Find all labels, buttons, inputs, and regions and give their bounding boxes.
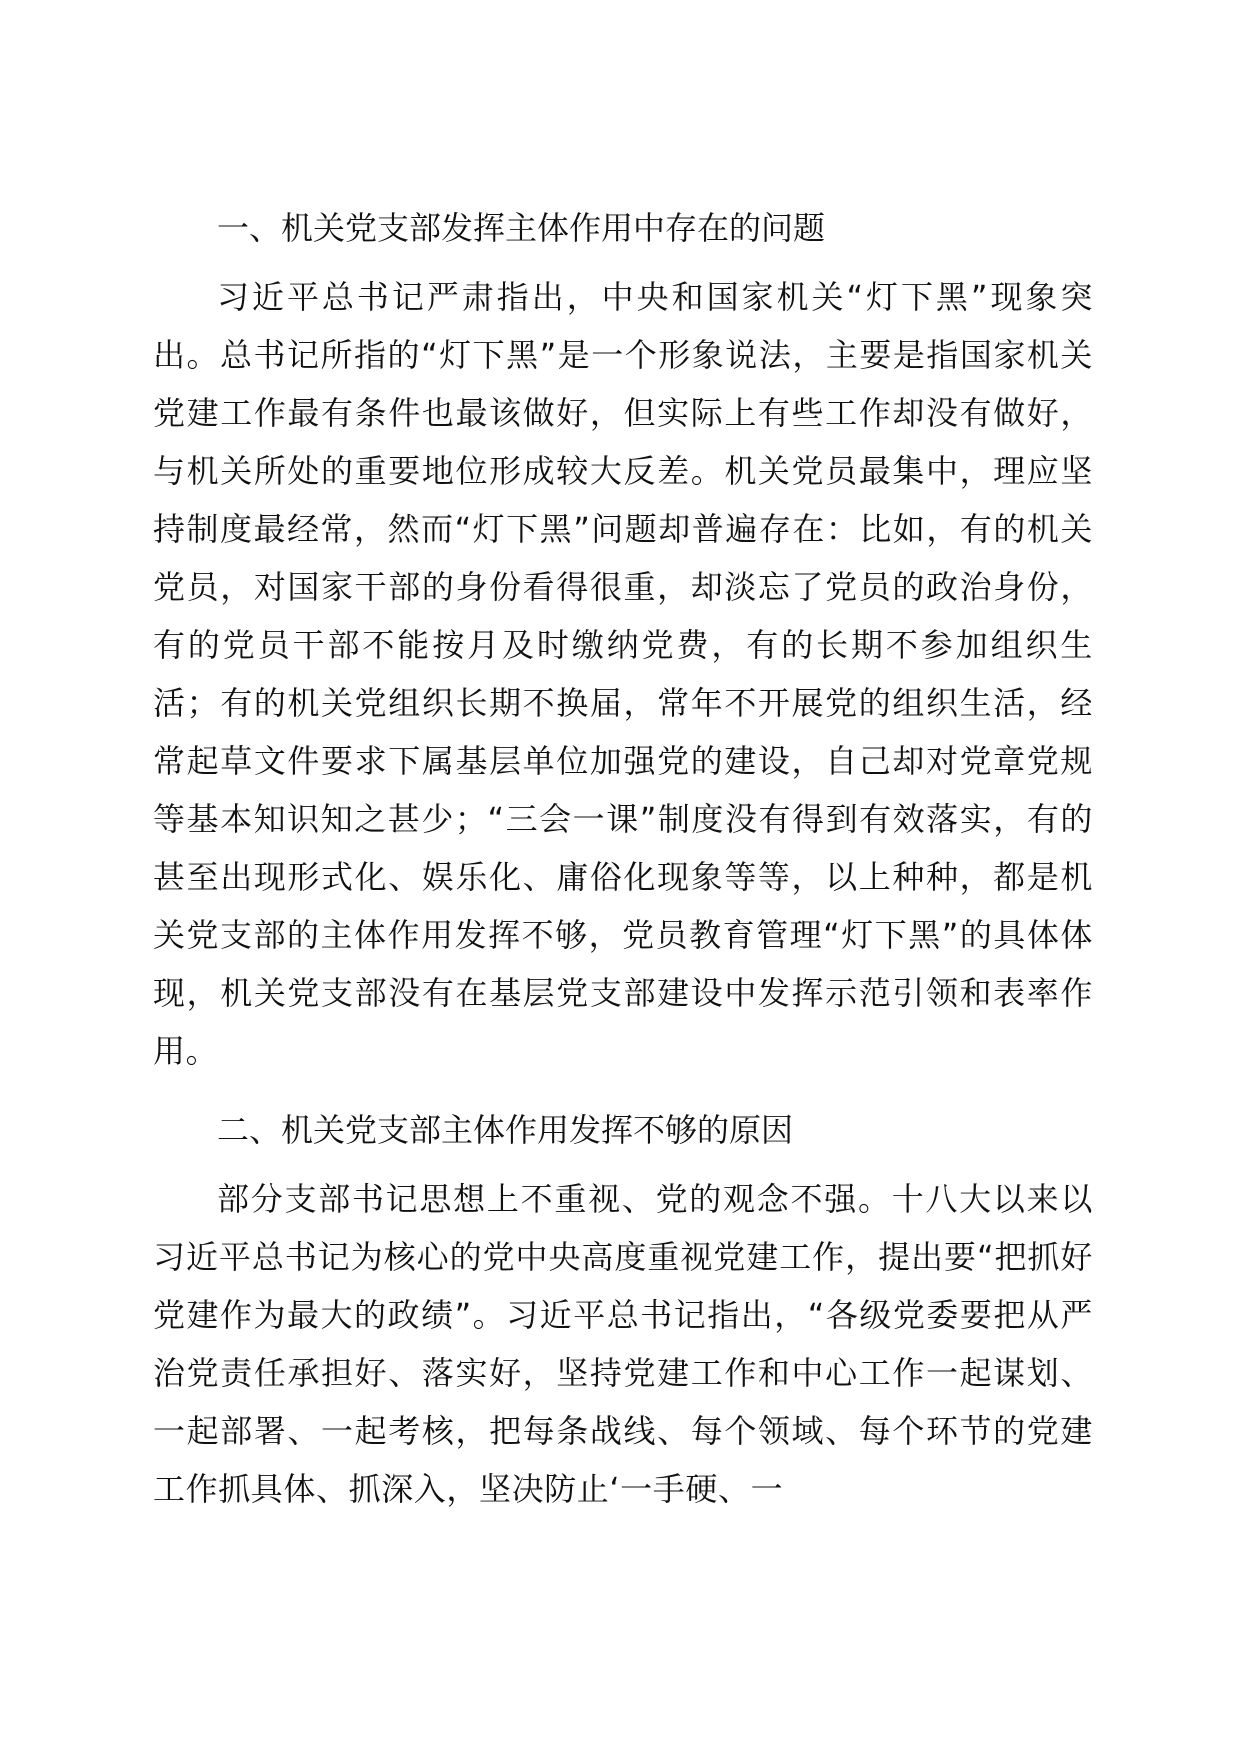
document-body xyxy=(153,198,1093,1518)
section-1-heading: 一、机关党支部发挥主体作用中存在的问题 xyxy=(217,209,826,247)
section-1-paragraph: 习近平总书记严肃指出，中央和国家机关“灯下黑”现象突出。总书记所指的“灯下黑”是一个形象说法，主要是指国家机关党建工作最有条件也最该做好，但实际上有些工作却没有做好，与机关所处的重要地位形成较大反差。机关党员最集中，理应坚持制度最经常，然而“灯下黑”问题却普遍存在：比如，有的机关党员，对国家干部的身份看得很重，却淡忘了党员的政治身份，有的党员干部不能按月及时缴纳党费，有的长期不参加组织生活；有的机关党组织长期不换届，常年不开展党的组织生活，经常起草文件要求下属基层单位加强党的建设，自己却对党章党规等基本知识知之甚少；“三会一课”制度没有得到有效落实，有的甚至出现形式化、娱乐化、庸俗化现象等等，以上种种，都是机关党支部的主体作用发挥不够，党员教育管理“灯下黑”的具体体现，机关党支部没有在基层党支部建设中发挥示范引领和表率作用。 xyxy=(153,278,1093,1070)
section-2-heading: 二、机关党支部主体作用发挥不够的原因 xyxy=(217,1111,794,1149)
section-2-paragraph: 部分支部书记思想上不重视、党的观念不强。十八大以来以习近平总书记为核心的党中央高度重视党建工作，提出要“把抓好党建作为最大的政绩”。习近平总书记指出，“各级党委要把从严治党责任承担好、落实好，坚持党建工作和中心工作一起谋划、一起部署、一起考核，把每条战线、每个领域、每个环节的党建工作抓具体、抓深入，坚决防止‘一手硬、一 xyxy=(153,1180,1093,1508)
